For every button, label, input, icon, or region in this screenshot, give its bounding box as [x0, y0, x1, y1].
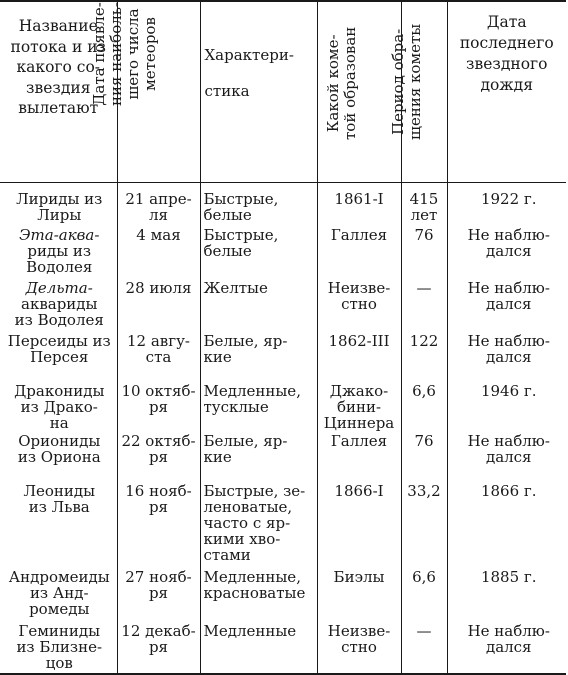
cell-text: Белые, яр- — [203, 432, 288, 450]
table-header-row — [0, 1, 566, 183]
table-body-row — [0, 183, 566, 675]
header-text: шего числа — [123, 8, 142, 100]
header-text: потока и из — [10, 37, 106, 56]
header-text: вылетают — [18, 99, 99, 117]
cell-text: ромеды — [29, 600, 90, 618]
header-date — [89, 1, 200, 183]
table-cell — [201, 433, 317, 483]
table-cell — [318, 483, 401, 569]
table-cell — [318, 280, 401, 333]
table-cell — [201, 333, 317, 383]
cell-text: дался — [485, 295, 532, 313]
cell-text: Галлея — [330, 226, 388, 244]
cell-text: кими хво- — [203, 530, 281, 548]
cell-text: Биэлы — [333, 568, 385, 586]
cell-text: ря — [148, 498, 169, 516]
cell-text: 4 мая — [136, 226, 181, 244]
table-cell — [448, 483, 567, 569]
cell-text: 21 апре- — [125, 190, 192, 208]
header-text: Название — [18, 17, 98, 35]
cell-text: — — [416, 279, 432, 297]
cell-text: дался — [485, 638, 532, 656]
table-cell — [201, 483, 317, 569]
cell-text: Дельта- — [25, 279, 93, 297]
cell-text: 10 октяб- — [121, 382, 196, 400]
cell-text: дался — [485, 242, 532, 260]
cell-text: стно — [341, 295, 377, 313]
header-text: звездия — [26, 78, 91, 97]
cell-text: 12 декаб- — [121, 622, 196, 640]
table-cell — [0, 227, 117, 280]
cell-text: ря — [148, 398, 169, 416]
table-cell — [402, 383, 447, 433]
table-cell — [0, 191, 117, 227]
cell-text: бини- — [336, 398, 382, 416]
table-cell — [201, 191, 317, 227]
cell-text: 1866 г. — [480, 482, 537, 500]
cell-text: Медленные, — [203, 568, 301, 586]
cell-text: лет — [410, 206, 438, 224]
table-cell — [0, 569, 117, 623]
table-cell — [402, 280, 447, 333]
header-text: последнего — [459, 34, 554, 52]
table-cell — [318, 333, 401, 383]
cell-text: цов — [45, 654, 73, 672]
cell-text: 27 нояб- — [125, 568, 192, 586]
cell-text: Медленные, — [203, 382, 301, 400]
cell-text: 76 — [414, 432, 434, 450]
cell-text: стно — [341, 638, 377, 656]
cell-text: стами — [203, 546, 251, 564]
cell-text: 6,6 — [412, 382, 436, 400]
table-cell — [201, 569, 317, 623]
header-characteristic — [200, 1, 317, 183]
header-last-shower — [447, 1, 566, 183]
table-cell — [402, 569, 447, 623]
cell-text: риды из — [27, 242, 92, 260]
table-cell — [118, 227, 200, 280]
cell-text: Лиры — [37, 206, 82, 224]
cell-text: 16 нояб- — [125, 482, 192, 500]
table-cell — [118, 191, 200, 227]
column-comet — [317, 183, 401, 675]
header-period — [389, 1, 447, 183]
table-cell — [402, 623, 447, 673]
cell-text: 33,2 — [407, 482, 441, 500]
cell-text: 1946 г. — [480, 382, 537, 400]
cell-text: Белые, яр- — [203, 332, 288, 350]
table-cell — [318, 383, 401, 433]
cell-text: Циннера — [323, 414, 395, 432]
table-cell — [402, 227, 447, 280]
cell-text: 12 авгу- — [127, 332, 190, 350]
cell-text: тусклые — [203, 398, 269, 416]
cell-text: дался — [485, 348, 532, 366]
column-characteristic — [200, 183, 317, 675]
table-cell — [448, 280, 567, 333]
table-cell — [0, 383, 117, 433]
cell-text: 1862-III — [328, 332, 390, 350]
cell-text: 1861-I — [334, 190, 384, 208]
cell-text: леноватые, — [203, 498, 293, 516]
header-text: Дата — [486, 13, 527, 31]
cell-text: Неизве- — [327, 622, 391, 640]
cell-text: — — [416, 622, 432, 640]
table-cell — [448, 433, 567, 483]
table-cell — [402, 191, 447, 227]
cell-text: 76 — [414, 226, 434, 244]
table-cell — [318, 623, 401, 673]
table-cell — [118, 383, 200, 433]
cell-text: кие — [203, 348, 232, 366]
cell-text: Не наблю- — [467, 622, 550, 640]
table-cell — [118, 333, 200, 383]
cell-text: Быстрые, — [203, 226, 279, 244]
table-cell — [318, 569, 401, 623]
header-text: метеоров — [140, 17, 159, 91]
cell-text: из Драко- — [20, 398, 98, 416]
cell-text: Персеиды из — [7, 332, 111, 350]
cell-text: 28 июля — [125, 279, 192, 297]
cell-text: красноватые — [203, 584, 306, 602]
header-text: щения кометы — [406, 23, 424, 140]
column-date — [117, 183, 200, 675]
cell-text: часто с яр- — [203, 514, 291, 532]
table-cell — [0, 433, 117, 483]
cell-text: 22 октяб- — [121, 432, 196, 450]
header-text: звездного — [466, 55, 548, 73]
table-cell — [402, 333, 447, 383]
cell-text: ста — [145, 348, 172, 366]
table-cell — [448, 623, 567, 673]
cell-text: Не наблю- — [467, 226, 550, 244]
cell-text: из Водолея — [14, 311, 104, 329]
cell-text: 1922 г. — [480, 190, 537, 208]
cell-text: Не наблю- — [467, 432, 550, 450]
cell-text: аквариды — [21, 295, 98, 313]
cell-text: ря — [148, 584, 169, 602]
column-period — [401, 183, 447, 675]
cell-text: 122 — [409, 332, 439, 350]
table-cell — [118, 623, 200, 673]
header-text: Характери- — [204, 46, 294, 64]
cell-text: дался — [485, 448, 532, 466]
cell-text: Неизве- — [327, 279, 391, 297]
table-cell — [318, 433, 401, 483]
cell-text: 1866-I — [334, 482, 384, 500]
cell-text: Персея — [30, 348, 89, 366]
cell-text: белые — [203, 206, 252, 224]
header-text: Дата появле- — [89, 2, 108, 106]
cell-text: из Льва — [28, 498, 90, 516]
cell-text: Быстрые, — [203, 190, 279, 208]
table-cell — [448, 383, 567, 433]
table-cell — [118, 280, 200, 333]
cell-text: на — [49, 414, 69, 432]
cell-text: ря — [148, 448, 169, 466]
cell-text: Андромеиды — [8, 568, 110, 586]
cell-text: 6,6 — [412, 568, 436, 586]
table-cell — [448, 227, 567, 280]
table-cell — [0, 333, 117, 383]
cell-text: Джако- — [329, 382, 389, 400]
cell-text: ля — [149, 206, 168, 224]
table-cell — [201, 383, 317, 433]
table-cell — [448, 569, 567, 623]
header-text: той образован — [341, 26, 359, 140]
cell-text: Не наблю- — [467, 279, 550, 297]
table-cell — [201, 623, 317, 673]
cell-text: из Анд- — [29, 584, 89, 602]
table-cell — [402, 433, 447, 483]
header-text: стика — [204, 82, 250, 100]
table-cell — [0, 280, 117, 333]
table-cell — [448, 333, 567, 383]
cell-text: Желтые — [203, 279, 268, 297]
table-cell — [118, 569, 200, 623]
cell-text: Галлея — [330, 432, 388, 450]
table-cell — [318, 227, 401, 280]
cell-text: из Ориона — [17, 448, 101, 466]
cell-text: Ориониды — [18, 432, 101, 450]
cell-text: Эта-аква- — [19, 226, 100, 244]
cell-text: Не наблю- — [467, 332, 550, 350]
header-text: дождя — [480, 76, 533, 94]
table-cell — [0, 483, 117, 569]
table-cell — [0, 623, 117, 673]
column-stream — [0, 183, 117, 675]
cell-text: белые — [203, 242, 252, 260]
table-cell — [402, 483, 447, 569]
cell-text: Геминиды — [18, 622, 101, 640]
cell-text: Леониды — [23, 482, 96, 500]
cell-text: Водолея — [26, 258, 93, 276]
cell-text: 415 — [409, 190, 439, 208]
table-cell — [201, 280, 317, 333]
table-cell — [118, 433, 200, 483]
cell-text: Быстрые, зе- — [203, 482, 306, 500]
cell-text: Дракониды — [14, 382, 105, 400]
table-cell — [118, 483, 200, 569]
cell-text: из Близне- — [16, 638, 103, 656]
header-text: ния наиболь- — [106, 2, 125, 106]
header-text: Какой коме- — [324, 34, 342, 133]
header-text: Период обра- — [389, 28, 407, 136]
cell-text: 1885 г. — [480, 568, 537, 586]
cell-text: кие — [203, 448, 232, 466]
column-last-shower — [447, 183, 566, 675]
table-cell — [318, 191, 401, 227]
cell-text: ря — [148, 638, 169, 656]
header-text: какого со- — [16, 58, 101, 76]
cell-text: Лириды из — [16, 190, 103, 208]
table-cell — [201, 227, 317, 280]
cell-text: Медленные — [203, 622, 297, 640]
table-cell — [448, 191, 567, 227]
